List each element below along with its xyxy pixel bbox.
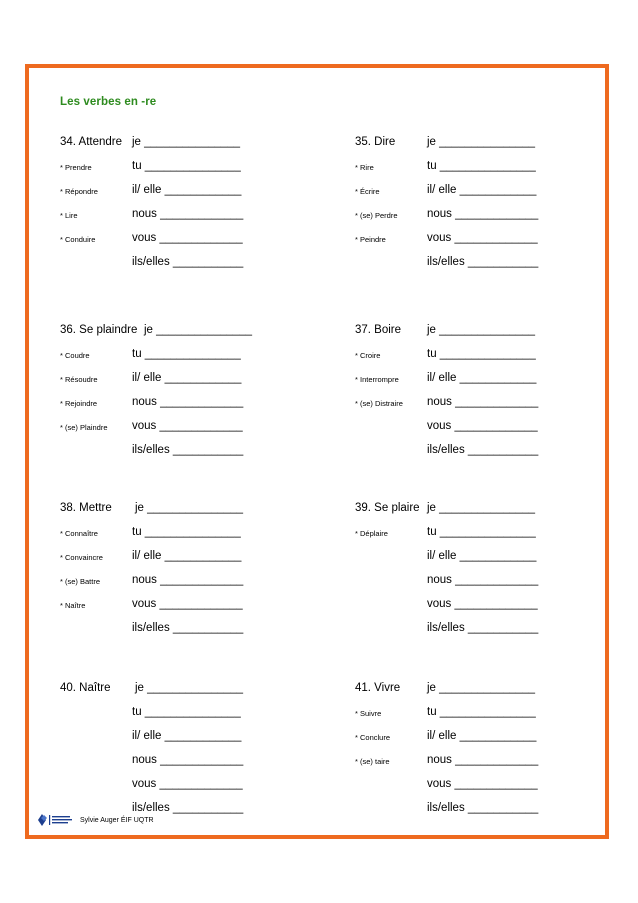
- conjugation-blank[interactable]: je _______________: [132, 136, 241, 148]
- conjugation-blank[interactable]: vous _____________: [132, 420, 243, 432]
- conjugation-blank[interactable]: ils/elles ___________: [427, 256, 539, 268]
- related-verb: * (se) Battre: [60, 577, 101, 586]
- conjugation-blank[interactable]: vous _____________: [427, 598, 538, 610]
- conjugation-blank[interactable]: vous _____________: [427, 232, 538, 244]
- verb-block: [355, 502, 625, 672]
- verb-block: [60, 324, 330, 494]
- related-verb: * Suivre: [355, 709, 382, 718]
- conjugation-blank[interactable]: tu _______________: [427, 160, 536, 172]
- conjugation-blank[interactable]: vous _____________: [132, 778, 243, 790]
- conjugation-blank[interactable]: je _______________: [427, 502, 536, 514]
- conjugation-blank[interactable]: je _______________: [427, 136, 536, 148]
- conjugation-blank[interactable]: tu _______________: [132, 526, 241, 538]
- conjugation-blank[interactable]: nous _____________: [427, 396, 539, 408]
- conjugation-blank[interactable]: ils/elles ___________: [132, 802, 244, 814]
- verb-block: [60, 136, 330, 306]
- conjugation-blank[interactable]: nous _____________: [132, 396, 244, 408]
- conjugation-blank[interactable]: je _______________: [427, 324, 536, 336]
- conjugation-blank[interactable]: il/ elle ____________: [132, 184, 242, 196]
- conjugation-blank[interactable]: ils/elles ___________: [132, 256, 244, 268]
- conjugation-blank[interactable]: nous _____________: [132, 574, 244, 586]
- conjugation-blank[interactable]: tu _______________: [427, 348, 536, 360]
- verb-heading: 39. Se plaire: [355, 502, 420, 514]
- related-verb: * Rire: [355, 163, 374, 172]
- conjugation-blank[interactable]: tu _______________: [132, 160, 241, 172]
- conjugation-blank[interactable]: tu _______________: [132, 706, 241, 718]
- related-verb: * Déplaire: [355, 529, 388, 538]
- conjugation-blank[interactable]: tu _______________: [427, 526, 536, 538]
- conjugation-blank[interactable]: tu _______________: [132, 348, 241, 360]
- conjugation-blank[interactable]: il/ elle ____________: [132, 550, 242, 562]
- footer-credit: Sylvie Auger ÉIF UQTR: [80, 817, 154, 824]
- related-verb: * (se) Plaindre: [60, 423, 108, 432]
- related-verb: * Croire: [355, 351, 381, 360]
- conjugation-blank[interactable]: nous _____________: [427, 208, 539, 220]
- related-verb: * Prendre: [60, 163, 92, 172]
- conjugation-blank[interactable]: ils/elles ___________: [427, 444, 539, 456]
- page-title: Les verbes en -re: [60, 96, 157, 108]
- conjugation-blank[interactable]: tu _______________: [427, 706, 536, 718]
- conjugation-blank[interactable]: je _______________: [135, 682, 244, 694]
- conjugation-blank[interactable]: il/ elle ____________: [427, 372, 537, 384]
- verb-block: [355, 682, 625, 852]
- conjugation-blank[interactable]: ils/elles ___________: [427, 802, 539, 814]
- related-verb: * Résoudre: [60, 375, 98, 384]
- school-logo: [36, 812, 76, 828]
- verb-heading: 37. Boire: [355, 324, 402, 336]
- conjugation-blank[interactable]: nous _____________: [132, 208, 244, 220]
- conjugation-blank[interactable]: je _______________: [144, 324, 253, 336]
- conjugation-blank[interactable]: il/ elle ____________: [427, 730, 537, 742]
- verb-block: [60, 502, 330, 672]
- conjugation-blank[interactable]: nous _____________: [132, 754, 244, 766]
- related-verb: * Connaître: [60, 529, 98, 538]
- related-verb: * Naître: [60, 601, 86, 610]
- conjugation-blank[interactable]: il/ elle ____________: [132, 730, 242, 742]
- verb-block: [60, 682, 330, 852]
- conjugation-blank[interactable]: je _______________: [427, 682, 536, 694]
- related-verb: * (se) Perdre: [355, 211, 398, 220]
- conjugation-blank[interactable]: nous _____________: [427, 574, 539, 586]
- related-verb: * Conclure: [355, 733, 391, 742]
- conjugation-blank[interactable]: il/ elle ____________: [427, 184, 537, 196]
- related-verb: * Convaincre: [60, 553, 103, 562]
- conjugation-blank[interactable]: vous _____________: [132, 232, 243, 244]
- verb-heading: 41. Vivre: [355, 682, 401, 694]
- related-verb: * Écrire: [355, 187, 380, 196]
- conjugation-blank[interactable]: je _______________: [135, 502, 244, 514]
- conjugation-blank[interactable]: ils/elles ___________: [132, 622, 244, 634]
- verb-heading: 35. Dire: [355, 136, 396, 148]
- conjugation-blank[interactable]: il/ elle ____________: [132, 372, 242, 384]
- verb-block: [355, 324, 625, 494]
- conjugation-blank[interactable]: vous _____________: [427, 420, 538, 432]
- related-verb: * Conduire: [60, 235, 96, 244]
- verb-heading: 38. Mettre: [60, 502, 112, 514]
- conjugation-blank[interactable]: vous _____________: [132, 598, 243, 610]
- conjugation-blank[interactable]: il/ elle ____________: [427, 550, 537, 562]
- conjugation-blank[interactable]: vous _____________: [427, 778, 538, 790]
- related-verb: * Lire: [60, 211, 78, 220]
- related-verb: * Interrompre: [355, 375, 399, 384]
- related-verb: * Peindre: [355, 235, 386, 244]
- related-verb: * Répondre: [60, 187, 98, 196]
- conjugation-blank[interactable]: nous _____________: [427, 754, 539, 766]
- related-verb: * Coudre: [60, 351, 90, 360]
- conjugation-blank[interactable]: ils/elles ___________: [427, 622, 539, 634]
- verb-heading: 34. Attendre: [60, 136, 123, 148]
- related-verb: * (se) taire: [355, 757, 390, 766]
- related-verb: * (se) Distraire: [355, 399, 403, 408]
- verb-heading: 36. Se plaindre: [60, 324, 138, 336]
- related-verb: * Rejoindre: [60, 399, 98, 408]
- conjugation-blank[interactable]: ils/elles ___________: [132, 444, 244, 456]
- verb-heading: 40. Naître: [60, 682, 111, 694]
- verb-block: [355, 136, 625, 306]
